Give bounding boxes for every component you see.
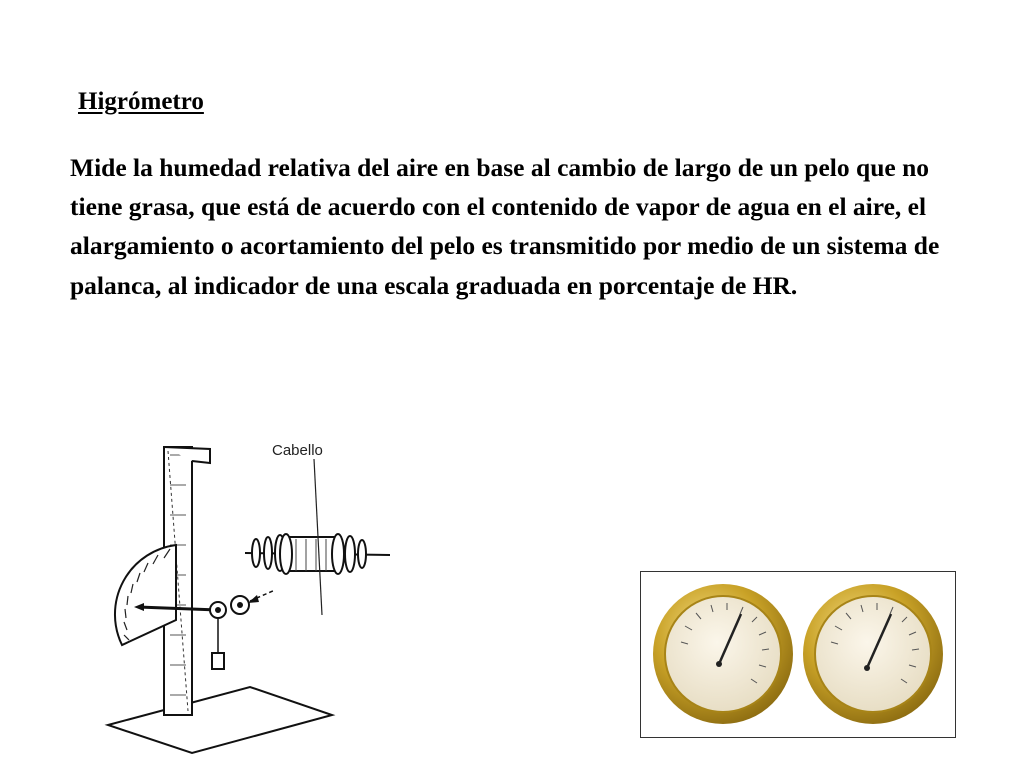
gauge-right [803,584,943,724]
slide-title: Higrómetro [78,88,204,115]
diagram-spool [245,534,390,574]
diagram-base [108,687,332,753]
slide-body-text: Mide la humedad relativa del aire en base al cambio de largo de un pelo que no tiene grasa, que está de acuerdo con el contenido de vapor de agua en el aire, el alargamiento o acortamiento del pelo es transmitido por medio de un sistema de palanca, al indicador de una escala graduada en porcentaje de HR. [70,153,940,300]
diagram-weight [212,653,224,669]
gauge-left [653,584,793,724]
hair-hygrometer-diagram [100,425,420,755]
hygrometer-gauges-photo [640,571,956,738]
diagram-label-cabello: Cabello [272,442,323,459]
